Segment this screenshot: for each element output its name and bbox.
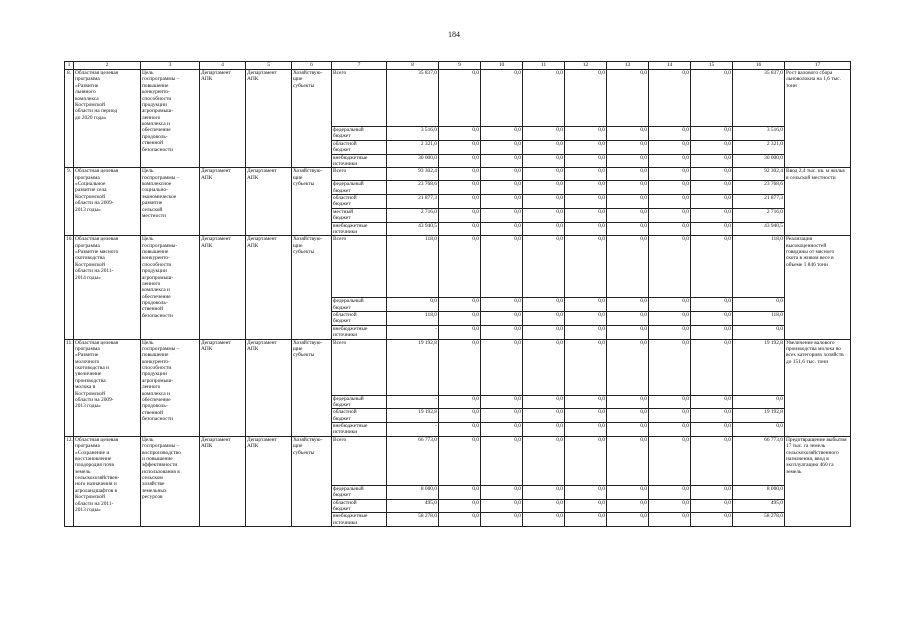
col-header: 8 bbox=[387, 62, 439, 70]
amount-cell: 0,0 bbox=[691, 436, 733, 485]
amount-cell: 0,0 bbox=[439, 140, 481, 154]
amount-cell: 495,0 bbox=[387, 499, 439, 513]
amount-cell: 8 000,0 bbox=[387, 485, 439, 499]
program-goal: Цель госпрограммы – комплексное социально- экономическое развитие сельской местности bbox=[141, 168, 200, 236]
amount-cell: 2 321,0 bbox=[733, 140, 785, 154]
amount-cell: 0,0 bbox=[481, 140, 523, 154]
amount-cell: 23 768,6 bbox=[733, 181, 785, 195]
program-name: Областная целевая программа «Развитие мясного скотоводства Костромской области на 2011- 2014 годы» bbox=[74, 236, 141, 339]
amount-cell: 0,0 bbox=[481, 325, 523, 339]
amount-cell: - bbox=[387, 395, 439, 409]
amount-cell: 0,0 bbox=[439, 436, 481, 485]
amount-cell: 0,0 bbox=[481, 499, 523, 513]
amount-cell: 0,0 bbox=[607, 154, 649, 168]
amount-cell: 0,0 bbox=[523, 236, 565, 298]
amount-cell: 0,0 bbox=[523, 312, 565, 326]
amount-cell: 0,0 bbox=[649, 436, 691, 485]
program-name: Областная целевая программа «Развитие молочного скотоводства и увеличение производства молока в Костромской области на 2009- 2013 годы» bbox=[74, 339, 141, 436]
responsible-executor: Департамент АПК bbox=[200, 236, 246, 339]
amount-cell: - bbox=[387, 325, 439, 339]
amount-cell: 0,0 bbox=[733, 395, 785, 409]
amount-cell: 0,0 bbox=[649, 312, 691, 326]
amount-cell: 0,0 bbox=[439, 499, 481, 513]
funding-source: местный бюджет bbox=[332, 208, 387, 222]
amount-cell: 118,0 bbox=[387, 312, 439, 326]
amount-cell: 0,0 bbox=[565, 208, 607, 222]
amount-cell: 66 773,0 bbox=[387, 436, 439, 485]
amount-cell: 0,0 bbox=[607, 513, 649, 527]
amount-cell: 0,0 bbox=[523, 485, 565, 499]
funding-source: федеральный бюджет bbox=[332, 127, 387, 141]
funding-source: внебюджетные источники bbox=[332, 154, 387, 168]
col-header: 10 bbox=[481, 62, 523, 70]
amount-cell: 0,0 bbox=[607, 325, 649, 339]
amount-cell: 30 000,0 bbox=[733, 154, 785, 168]
funding-source: федеральный бюджет bbox=[332, 181, 387, 195]
amount-cell: 0,0 bbox=[649, 222, 691, 236]
amount-cell: 0,0 bbox=[691, 339, 733, 395]
amount-cell: 0,0 bbox=[481, 312, 523, 326]
col-header: 13 bbox=[607, 62, 649, 70]
col-header: 15 bbox=[691, 62, 733, 70]
amount-cell: 0,0 bbox=[439, 195, 481, 209]
funding-source: Всего bbox=[332, 168, 387, 181]
amount-cell: 0,0 bbox=[439, 154, 481, 168]
amount-cell: 0,0 bbox=[481, 298, 523, 312]
amount-cell: 0,0 bbox=[691, 423, 733, 437]
amount-cell: 0,0 bbox=[523, 409, 565, 423]
amount-cell: 2 716,0 bbox=[733, 208, 785, 222]
amount-cell: 0,0 bbox=[565, 298, 607, 312]
amount-cell: 19 192,8 bbox=[733, 409, 785, 423]
co-executor: Департамент АПК bbox=[246, 236, 292, 339]
responsible-executor: Департамент АПК bbox=[200, 70, 246, 168]
amount-cell: 2 716,0 bbox=[387, 208, 439, 222]
amount-cell: 0,0 bbox=[565, 154, 607, 168]
expected-result: Предотвращение выбытия 17 тыс. га земель сельскохозяйственного назначения, ввод в эксплуатацию 460 га земель bbox=[785, 436, 851, 526]
co-executor: Департамент АПК bbox=[246, 436, 292, 526]
amount-cell: 0,0 bbox=[691, 236, 733, 298]
program-number: 11. bbox=[65, 339, 74, 436]
amount-cell: 0,0 bbox=[691, 222, 733, 236]
amount-cell: 0,0 bbox=[691, 70, 733, 127]
amount-cell: 0,0 bbox=[565, 436, 607, 485]
amount-cell: 0,0 bbox=[649, 513, 691, 527]
col-header: 5 bbox=[246, 62, 292, 70]
amount-cell: 0,0 bbox=[439, 168, 481, 181]
program-table bbox=[64, 61, 851, 527]
amount-cell: 93 302,4 bbox=[387, 168, 439, 181]
amount-cell: 0,0 bbox=[607, 140, 649, 154]
co-executor: Департамент АПК bbox=[246, 70, 292, 168]
amount-cell: 21 877,3 bbox=[387, 195, 439, 209]
table-row bbox=[65, 70, 851, 127]
amount-cell: 0,0 bbox=[649, 339, 691, 395]
table-row bbox=[65, 436, 851, 485]
col-header: 6 bbox=[292, 62, 332, 70]
amount-cell: 0,0 bbox=[691, 325, 733, 339]
amount-cell: 0,0 bbox=[607, 236, 649, 298]
amount-cell: 0,0 bbox=[691, 298, 733, 312]
responsible-executor: Департамент АПК bbox=[200, 339, 246, 436]
amount-cell: 0,0 bbox=[607, 298, 649, 312]
amount-cell: 0,0 bbox=[649, 195, 691, 209]
amount-cell: 0,0 bbox=[481, 195, 523, 209]
amount-cell: 0,0 bbox=[481, 181, 523, 195]
funding-source: Всего bbox=[332, 436, 387, 485]
amount-cell: 19 192,8 bbox=[733, 339, 785, 395]
funding-source: внебюджетные источники bbox=[332, 423, 387, 437]
col-header: 7 bbox=[332, 62, 387, 70]
amount-cell: 0,0 bbox=[649, 70, 691, 127]
amount-cell: 0,0 bbox=[439, 236, 481, 298]
program-goal: Цель госпрограммы – повышение конкуренто- способности продукции агропромыш- ленного комплекса и обеспечение продоволь- ственной безопасности bbox=[141, 339, 200, 436]
amount-cell: 0,0 bbox=[565, 395, 607, 409]
amount-cell: 3 516,0 bbox=[733, 127, 785, 141]
amount-cell: 0,0 bbox=[607, 222, 649, 236]
amount-cell: 92 302,4 bbox=[733, 168, 785, 181]
program-name: Областная целевая программа «Социальное развитие села Костромской области на 2009- 2013 годы» bbox=[74, 168, 141, 236]
col-header: 2 bbox=[74, 62, 141, 70]
amount-cell: 0,0 bbox=[649, 168, 691, 181]
header-row bbox=[65, 62, 851, 70]
col-header: 12 bbox=[565, 62, 607, 70]
amount-cell: 0,0 bbox=[565, 325, 607, 339]
amount-cell: 0,0 bbox=[565, 485, 607, 499]
program-name: Областная целевая программа «Сохранение и восстановление плодородия почв земель сельскохозяйствен- ного назначения и агроландшафтов в Костромской области на 2011- 2013 годы» bbox=[74, 436, 141, 526]
amount-cell: 0,0 bbox=[691, 499, 733, 513]
co-executor: Департамент АПК bbox=[246, 168, 292, 236]
amount-cell: 43 940,5 bbox=[733, 222, 785, 236]
table-row bbox=[65, 236, 851, 298]
amount-cell: 0,0 bbox=[523, 154, 565, 168]
col-header: 4 bbox=[200, 62, 246, 70]
col-header: 14 bbox=[649, 62, 691, 70]
program-number: 10. bbox=[65, 236, 74, 339]
amount-cell: 0,0 bbox=[439, 395, 481, 409]
amount-cell: 0,0 bbox=[481, 436, 523, 485]
amount-cell: 0,0 bbox=[481, 154, 523, 168]
funding-source: областной бюджет bbox=[332, 499, 387, 513]
program-goal: Цель госпрограммы- повышение конкуренто- способности продукции агропромыш- ленного комплекса и обеспечение продоволь- ственной безопасности bbox=[141, 236, 200, 339]
co-executor: Департамент АПК bbox=[246, 339, 292, 436]
amount-cell: 0,0 bbox=[523, 499, 565, 513]
amount-cell: 0,0 bbox=[439, 325, 481, 339]
amount-cell: 19 192,8 bbox=[387, 409, 439, 423]
amount-cell: 0,0 bbox=[649, 485, 691, 499]
funding-source: областной бюджет bbox=[332, 312, 387, 326]
funding-source: федеральный бюджет bbox=[332, 485, 387, 499]
amount-cell: 0,0 bbox=[565, 513, 607, 527]
col-header: 9 bbox=[439, 62, 481, 70]
amount-cell: 0,0 bbox=[565, 499, 607, 513]
amount-cell: 0,0 bbox=[607, 70, 649, 127]
amount-cell: 21 877,3 bbox=[733, 195, 785, 209]
amount-cell: 0,0 bbox=[607, 339, 649, 395]
amount-cell: 0,0 bbox=[649, 236, 691, 298]
amount-cell: 0,0 bbox=[439, 127, 481, 141]
amount-cell: 0,0 bbox=[439, 312, 481, 326]
amount-cell: 0,0 bbox=[523, 195, 565, 209]
amount-cell: 0,0 bbox=[649, 325, 691, 339]
amount-cell: 0,0 bbox=[439, 181, 481, 195]
funding-source: областной бюджет bbox=[332, 195, 387, 209]
funding-source: внебюджетные источники bbox=[332, 513, 387, 527]
amount-cell: 0,0 bbox=[691, 181, 733, 195]
amount-cell: 0,0 bbox=[649, 423, 691, 437]
amount-cell: 0,0 bbox=[565, 195, 607, 209]
amount-cell: 0,0 bbox=[691, 485, 733, 499]
amount-cell: 0,0 bbox=[691, 312, 733, 326]
funding-source: федеральный бюджет bbox=[332, 395, 387, 409]
amount-cell: 0,0 bbox=[691, 154, 733, 168]
expected-result: Увеличение валового производства молока во всех категориях хозяйств до 151,6 тыс. тонн bbox=[785, 339, 851, 436]
amount-cell: 0,0 bbox=[607, 127, 649, 141]
amount-cell: 0,0 bbox=[523, 339, 565, 395]
amount-cell: 0,0 bbox=[649, 208, 691, 222]
amount-cell: 0,0 bbox=[607, 208, 649, 222]
amount-cell: 0,0 bbox=[439, 485, 481, 499]
amount-cell: 0,0 bbox=[691, 395, 733, 409]
amount-cell: 0,0 bbox=[439, 339, 481, 395]
col-header: 3 bbox=[141, 62, 200, 70]
amount-cell: 0,0 bbox=[481, 409, 523, 423]
expected-result: Рост валового сбора льноволокна на 1,6 тыс. тонн bbox=[785, 70, 851, 168]
amount-cell: 0,0 bbox=[523, 423, 565, 437]
amount-cell: 0,0 bbox=[691, 513, 733, 527]
amount-cell: 0,0 bbox=[523, 298, 565, 312]
amount-cell: 0,0 bbox=[481, 168, 523, 181]
program-name: Областная целевая программа «Развитие льняного комплекса Костромской области на период до 2020 года» bbox=[74, 70, 141, 168]
participants: Хозяйствую- щие субъекты bbox=[292, 339, 332, 436]
amount-cell: 0,0 bbox=[607, 409, 649, 423]
amount-cell: 0,0 bbox=[481, 222, 523, 236]
funding-source: Всего bbox=[332, 339, 387, 395]
amount-cell: 0,0 bbox=[691, 208, 733, 222]
amount-cell: 0,0 bbox=[649, 298, 691, 312]
amount-cell: 43 940,5 bbox=[387, 222, 439, 236]
amount-cell: 0,0 bbox=[481, 423, 523, 437]
program-goal: Цель госпрограммы – повышение конкуренто- способности продукции агропромыш- ленного комплекса и обеспечение продоволь- ственной безопасности bbox=[141, 70, 200, 168]
amount-cell: 0,0 bbox=[523, 222, 565, 236]
amount-cell: 0,0 bbox=[387, 298, 439, 312]
program-number: 8. bbox=[65, 70, 74, 168]
amount-cell: 0,0 bbox=[691, 127, 733, 141]
amount-cell: 0,0 bbox=[691, 168, 733, 181]
participants: Хозяйствую- щие субъекты bbox=[292, 168, 332, 236]
amount-cell: 0,0 bbox=[607, 499, 649, 513]
amount-cell: 0,0 bbox=[523, 436, 565, 485]
amount-cell: 0,0 bbox=[565, 140, 607, 154]
participants: Хозяйствую- щие субъекты bbox=[292, 236, 332, 339]
amount-cell: 0,0 bbox=[565, 409, 607, 423]
amount-cell: 0,0 bbox=[607, 312, 649, 326]
amount-cell: 0,0 bbox=[733, 298, 785, 312]
funding-source: внебюджетные источники bbox=[332, 325, 387, 339]
amount-cell: 0,0 bbox=[481, 513, 523, 527]
col-header: 16 bbox=[733, 62, 785, 70]
amount-cell: 0,0 bbox=[691, 140, 733, 154]
amount-cell: 0,0 bbox=[565, 236, 607, 298]
amount-cell: 0,0 bbox=[481, 485, 523, 499]
amount-cell: 0,0 bbox=[649, 499, 691, 513]
funding-source: федеральный бюджет bbox=[332, 298, 387, 312]
amount-cell: 0,0 bbox=[565, 127, 607, 141]
amount-cell: 118,0 bbox=[733, 236, 785, 298]
amount-cell: 0,0 bbox=[523, 513, 565, 527]
amount-cell: 0,0 bbox=[649, 154, 691, 168]
expected-result: Реализация высокоценностей говядины от мясного скота в живом весе в объеме 1 846 тонн bbox=[785, 236, 851, 339]
funding-source: областной бюджет bbox=[332, 409, 387, 423]
amount-cell: 0,0 bbox=[607, 195, 649, 209]
amount-cell: 0,0 bbox=[439, 423, 481, 437]
amount-cell: 0,0 bbox=[649, 140, 691, 154]
table-row bbox=[65, 339, 851, 395]
page-number: 184 bbox=[448, 30, 460, 39]
amount-cell: 0,0 bbox=[523, 168, 565, 181]
participants: Хозяйствую- щие субъекты bbox=[292, 436, 332, 526]
amount-cell: 0,0 bbox=[565, 423, 607, 437]
amount-cell: 8 000,0 bbox=[733, 485, 785, 499]
amount-cell: 0,0 bbox=[523, 140, 565, 154]
amount-cell: 0,0 bbox=[439, 513, 481, 527]
responsible-executor: Департамент АПК bbox=[200, 436, 246, 526]
amount-cell: 0,0 bbox=[607, 436, 649, 485]
amount-cell: 0,0 bbox=[439, 222, 481, 236]
amount-cell: 35 837,0 bbox=[387, 70, 439, 127]
amount-cell: 0,0 bbox=[607, 168, 649, 181]
amount-cell: 0,0 bbox=[523, 70, 565, 127]
amount-cell: 0,0 bbox=[439, 298, 481, 312]
amount-cell: 495,0 bbox=[733, 499, 785, 513]
amount-cell: 0,0 bbox=[439, 70, 481, 127]
amount-cell: 0,0 bbox=[481, 127, 523, 141]
amount-cell: 118,0 bbox=[733, 312, 785, 326]
amount-cell: 0,0 bbox=[649, 181, 691, 195]
amount-cell: 0,0 bbox=[481, 70, 523, 127]
amount-cell: 0,0 bbox=[607, 181, 649, 195]
participants: Хозяйствую- щие субъекты bbox=[292, 70, 332, 168]
amount-cell: 0,0 bbox=[523, 395, 565, 409]
amount-cell: 0,0 bbox=[607, 485, 649, 499]
amount-cell: 0,0 bbox=[607, 423, 649, 437]
program-goal: Цель госпрограммы – воспроизводство и повышение эффективности использования в сельском хозяйстве земельных ресурсов bbox=[141, 436, 200, 526]
amount-cell: 0,0 bbox=[481, 339, 523, 395]
amount-cell: 0,0 bbox=[565, 222, 607, 236]
amount-cell: 2 321,0 bbox=[387, 140, 439, 154]
program-number: 12. bbox=[65, 436, 74, 526]
amount-cell: 0,0 bbox=[691, 195, 733, 209]
amount-cell: 66 773,0 bbox=[733, 436, 785, 485]
funding-source: Всего bbox=[332, 70, 387, 127]
amount-cell: 0,0 bbox=[565, 70, 607, 127]
amount-cell: 0,0 bbox=[691, 409, 733, 423]
table-row bbox=[65, 168, 851, 181]
col-header: 17 bbox=[785, 62, 851, 70]
amount-cell: 0,0 bbox=[481, 395, 523, 409]
amount-cell: 58 278,0 bbox=[387, 513, 439, 527]
amount-cell: 30 000,0 bbox=[387, 154, 439, 168]
amount-cell: 0,0 bbox=[523, 127, 565, 141]
amount-cell: 0,0 bbox=[481, 208, 523, 222]
program-number: 9. bbox=[65, 168, 74, 236]
amount-cell: 23 768,6 bbox=[387, 181, 439, 195]
amount-cell: 0,0 bbox=[649, 395, 691, 409]
amount-cell: 19 192,8 bbox=[387, 339, 439, 395]
amount-cell: 35 837,0 bbox=[733, 70, 785, 127]
funding-source: Всего bbox=[332, 236, 387, 298]
amount-cell: 3 516,0 bbox=[387, 127, 439, 141]
amount-cell: 0,0 bbox=[565, 168, 607, 181]
amount-cell: 0,0 bbox=[607, 395, 649, 409]
amount-cell: - bbox=[387, 423, 439, 437]
amount-cell: 0,0 bbox=[733, 325, 785, 339]
amount-cell: 58 278,0 bbox=[733, 513, 785, 527]
amount-cell: 0,0 bbox=[733, 423, 785, 437]
amount-cell: 0,0 bbox=[481, 236, 523, 298]
amount-cell: 118,0 bbox=[387, 236, 439, 298]
amount-cell: 0,0 bbox=[649, 409, 691, 423]
amount-cell: 0,0 bbox=[565, 312, 607, 326]
amount-cell: 0,0 bbox=[523, 181, 565, 195]
amount-cell: 0,0 bbox=[523, 208, 565, 222]
responsible-executor: Департамент АПК bbox=[200, 168, 246, 236]
col-header: 11 bbox=[523, 62, 565, 70]
expected-result: Ввод 2,4 тыс. кв. м жилья в сельской местности bbox=[785, 168, 851, 236]
amount-cell: 0,0 bbox=[649, 127, 691, 141]
amount-cell: 0,0 bbox=[523, 325, 565, 339]
amount-cell: 0,0 bbox=[439, 409, 481, 423]
funding-source: областной бюджет bbox=[332, 140, 387, 154]
funding-source: внебюджетные источники bbox=[332, 222, 387, 236]
amount-cell: 0,0 bbox=[565, 339, 607, 395]
col-header: 1 bbox=[65, 62, 74, 70]
amount-cell: 0,0 bbox=[439, 208, 481, 222]
amount-cell: 0,0 bbox=[565, 181, 607, 195]
